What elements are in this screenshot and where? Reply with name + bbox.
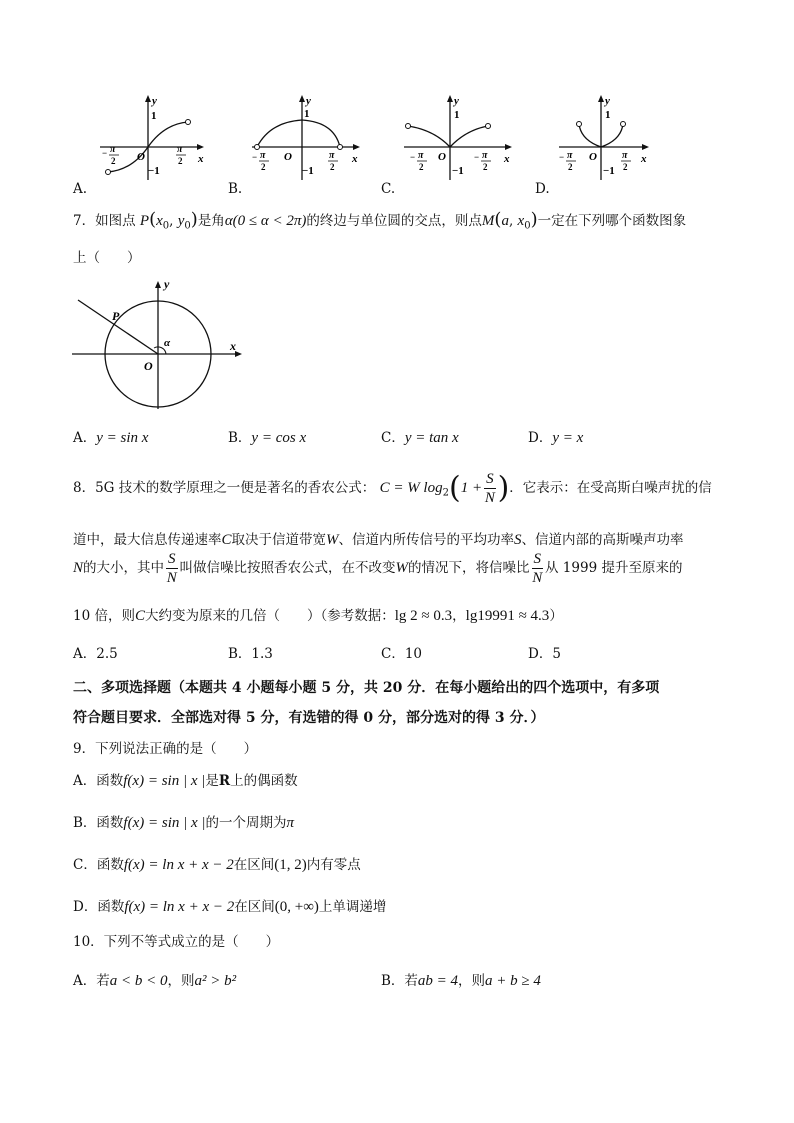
svg-text:x: x — [641, 153, 647, 165]
circle-o-label: O — [144, 359, 153, 373]
section-2-heading-line1: 二、多项选择题（本题共 4 小题每小题 5 分，共 20 分．在每小题给出的四个选项中，有多项 — [73, 680, 660, 696]
question-8-stem-line2: 道中，最大信息传递速率C取决于信道带宽W、信道内所传信号的平均功率S、信道内部的高斯噪声功率 — [73, 532, 684, 548]
svg-text:x: x — [352, 153, 358, 165]
section-2-heading-line2: 符合题目要求．全部选对得 5 分，有选错的得 0 分，部分选对的得 3 分．） — [73, 710, 545, 726]
svg-text:1: 1 — [454, 109, 460, 121]
svg-text:π: π — [418, 150, 424, 161]
question-9-option-c[interactable]: C．函数f(x) = ln x + x − 2在区间(1, 2)内有零点 — [73, 857, 361, 873]
question-8-stem-line4: 10 倍，则C大约变为原来的几倍（ ）（参考数据：lg 2 ≈ 0.3，lg19991 ≈ 4.3） — [73, 608, 563, 624]
graph-a-y-label: y — [152, 95, 157, 107]
graph-option-b — [248, 92, 368, 184]
question-10-stem: 10．下列不等式成立的是（ ） — [73, 934, 280, 950]
question-10-option-b[interactable]: B．若ab = 4，则a + b ≥ 4 — [381, 973, 541, 989]
question-7-stem: 7．如图点 $P(x_0$, $y_0$)是角α(0 ≤ α < 2π)的终边与单位圆的交点，则点M(a, $x_0$)一定在下列哪个函数图象 — [73, 209, 687, 232]
svg-text:1: 1 — [605, 109, 611, 121]
question-7-option-a[interactable]: A．y = sin x — [73, 430, 149, 446]
question-9-stem: 9．下列说法正确的是（ ） — [73, 741, 258, 757]
question-7-option-c[interactable]: C．y = tan x — [381, 430, 459, 446]
svg-text:2: 2 — [419, 162, 424, 172]
svg-text:2: 2 — [623, 162, 628, 172]
svg-text:x: x — [504, 153, 510, 165]
svg-text:O: O — [438, 151, 446, 163]
question-7-stem-line2: 上（ ） — [73, 250, 141, 266]
circle-p-label: P — [112, 309, 120, 323]
graph-option-a-letter: A. — [73, 181, 88, 197]
svg-text:−1: −1 — [302, 165, 314, 177]
graph-option-b-letter: B. — [228, 181, 243, 197]
svg-text:π: π — [177, 144, 183, 155]
question-9-option-d[interactable]: D．函数f(x) = ln x + x − 2在区间(0, +∞)上单调递增 — [73, 899, 387, 915]
svg-text:2: 2 — [261, 162, 266, 172]
graph-option-c-letter: C. — [381, 181, 396, 197]
svg-text:y: y — [306, 95, 311, 107]
graph-option-d — [555, 92, 655, 184]
svg-text:−1: −1 — [452, 165, 464, 177]
svg-text:1: 1 — [151, 110, 157, 122]
svg-text:−: − — [559, 152, 565, 162]
svg-text:−1: −1 — [603, 165, 615, 177]
svg-text:π: π — [567, 150, 573, 161]
question-8-option-a[interactable]: A．2.5 — [73, 646, 118, 662]
svg-text:2: 2 — [568, 162, 573, 172]
question-8-option-b[interactable]: B．1.3 — [228, 646, 273, 662]
svg-text:2: 2 — [111, 156, 116, 166]
svg-text:π: π — [110, 144, 116, 155]
svg-text:π: π — [329, 150, 335, 161]
question-8-option-d[interactable]: D．5 — [528, 646, 561, 662]
question-9-option-b[interactable]: B．函数f(x) = sin | x |的一个周期为π — [73, 815, 295, 831]
svg-text:2: 2 — [178, 156, 183, 166]
question-7-option-d[interactable]: D．y = x — [528, 430, 584, 446]
question-8-option-c[interactable]: C．10 — [381, 646, 423, 662]
svg-text:−: − — [252, 152, 258, 162]
svg-text:π: π — [482, 150, 488, 161]
svg-text:O: O — [589, 151, 597, 163]
svg-text:O: O — [137, 151, 145, 163]
unit-circle-figure — [70, 272, 250, 412]
svg-text:π: π — [622, 150, 628, 161]
question-8-stem-line3: N的大小，其中 $\frac{S}{N}$ 叫做信噪比按照香农公式，在不改变W的情况下，将信噪比 $\frac{S}{N}$ 从 1999 提升至原来的 — [73, 551, 683, 586]
question-10-option-a[interactable]: A．若a < b < 0，则a² > b² — [73, 973, 237, 989]
circle-y-label: y — [164, 277, 170, 291]
graph-option-a — [92, 92, 212, 184]
svg-text:2: 2 — [483, 162, 488, 172]
circle-x-label: x — [230, 339, 236, 353]
svg-text:x: x — [198, 153, 204, 165]
svg-text:−: − — [474, 152, 480, 162]
circle-alpha-label: α — [164, 337, 171, 349]
svg-text:−: − — [102, 148, 108, 158]
svg-text:y: y — [605, 95, 610, 107]
graph-option-d-letter: D. — [535, 181, 550, 197]
question-7-option-b[interactable]: B．y = cos x — [228, 430, 307, 446]
question-8-stem-line1: 8．5G 技术的数学原理之一便是著名的香农公式： C = W $\log_2(1$ + $\frac{S}{N}$ )．它表示：在受高斯白噪声扰的信 — [73, 470, 712, 506]
svg-text:π: π — [260, 150, 266, 161]
svg-text:1: 1 — [304, 108, 310, 120]
svg-text:2: 2 — [330, 162, 335, 172]
svg-text:O: O — [284, 151, 292, 163]
graph-option-c — [400, 92, 520, 184]
question-9-option-a[interactable]: A．函数f(x) = sin | x |是R上的偶函数 — [73, 773, 298, 789]
svg-text:−: − — [410, 152, 416, 162]
svg-text:y: y — [454, 95, 459, 107]
svg-text:−1: −1 — [148, 165, 160, 177]
